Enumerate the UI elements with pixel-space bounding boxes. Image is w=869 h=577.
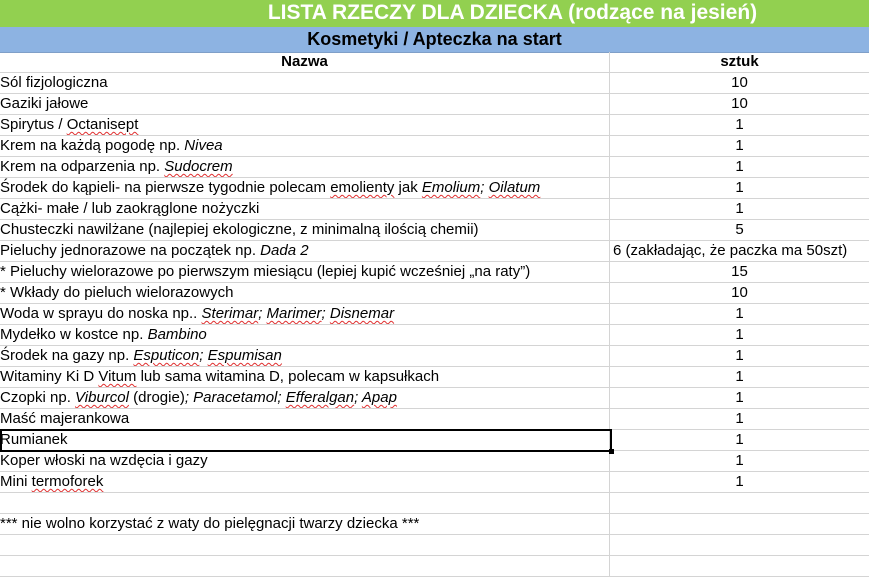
cell-text-segment: ; [258,305,267,322]
cell-text-segment: emolienty [330,179,395,196]
cell-qty[interactable]: 1 [735,431,744,448]
cell-qty[interactable]: 10 [731,284,748,301]
cell-name[interactable] [0,94,610,114]
table-row [0,388,869,409]
table-row [0,157,869,178]
cell-qty[interactable] [610,493,869,513]
table-row [0,409,869,430]
cell-qty[interactable]: 15 [731,263,748,280]
cell-text-segment: Mydełko w kostce np. [0,326,148,343]
cell-text-segment: Koper włoski na wzdęcia i gazy [0,452,208,469]
cell-text-segment: Woda w sprayu do noska np.. [0,305,202,322]
table-row [0,220,869,241]
cell-text-segment: Maść majerankowa [0,410,130,427]
table-row [0,451,869,472]
column-header-name[interactable]: Nazwa [0,52,610,72]
cell-qty[interactable]: 1 [735,305,744,322]
cell-name[interactable] [0,325,610,345]
cell-name[interactable] [0,178,610,198]
cell-text-segment: Witaminy Ki D [0,368,99,385]
cell-name[interactable] [0,136,610,156]
table-row [0,472,869,493]
cell-qty[interactable]: 5 [735,221,744,238]
selected-cell-outline [0,429,612,452]
cell-qty[interactable]: 1 [735,179,744,196]
cell-text-segment: Środek do kąpieli- na pierwsze tygodnie polecam [0,179,331,196]
cell-name[interactable] [0,346,610,366]
cell-name[interactable] [0,514,610,534]
cell-text-segment: Środek na gazy np. [0,347,134,364]
table-row [0,241,869,262]
fill-handle[interactable] [609,449,614,454]
cell-text-segment: Espumisan [207,347,282,364]
cell-name[interactable] [0,472,610,492]
cell-text-segment: Chusteczki nawilżane (najlepiej ekologiczne, z minimalną ilością chemii) [0,221,479,238]
cell-text-segment: Efferalgan [285,389,355,406]
cell-text-segment: Krem na odparzenia np. [0,158,165,175]
cell-qty[interactable]: 1 [735,452,744,469]
cell-name[interactable] [0,304,610,324]
cell-text-segment: *** nie wolno korzystać z waty do pielęgnacji twarzy dziecka *** [0,515,420,532]
cell-text-segment: lub sama witamina D, polecam w kapsułkach [136,368,440,385]
table-row [0,73,869,94]
cell-text-segment: Pieluchy jednorazowe na początek np. [0,242,261,259]
cell-text-segment: Cążki- małe / lub zaokrąglone nożyczki [0,200,260,217]
cell-qty[interactable] [610,514,869,534]
cell-text-segment: termoforek [31,473,104,490]
cell-qty[interactable]: 1 [735,347,744,364]
cell-name[interactable] [0,220,610,240]
cell-qty[interactable]: 1 [735,158,744,175]
cell-qty[interactable]: 1 [735,326,744,343]
cell-name[interactable] [0,241,610,261]
cell-qty[interactable]: 1 [735,389,744,406]
table-row [0,367,869,388]
cell-name[interactable] [0,157,610,177]
sheet-title: LISTA RZECZY DLA DZIECKA (rodzące na jesień) [267,1,758,24]
cell-qty[interactable]: 1 [735,116,744,133]
cell-text-segment: Sudocrem [164,158,233,175]
cell-qty[interactable]: 6 (zakładając, że paczka ma 50szt) [613,242,848,259]
cell-text-segment: * Wkłady do pieluch wielorazowych [0,284,234,301]
cell-text-segment: Nivea [184,137,223,154]
table-header-row [0,52,869,73]
cell-text-segment: * Pieluchy wielorazowe po pierwszym miesiącu (lepiej kupić wcześniej „na raty”) [0,263,531,280]
cell-text-segment: ; [199,347,208,364]
cell-text-segment: Vitum [98,368,137,385]
cell-text-segment: Gaziki jałowe [0,95,89,112]
items-table [0,52,869,577]
cell-text-segment: Mini [0,473,32,490]
cell-qty[interactable] [610,535,869,555]
cell-name[interactable] [0,199,610,219]
cell-qty[interactable]: 1 [735,473,744,490]
table-row [0,94,869,115]
cell-qty[interactable]: 1 [735,410,744,427]
table-row [0,535,869,556]
cell-text-segment: ; Paracetamol; [184,389,286,406]
cell-text-segment: Sól fizjologiczna [0,74,108,91]
cell-text-segment: Apap [361,389,397,406]
cell-text-segment: Rumianek [0,431,68,448]
cell-name[interactable] [0,115,610,135]
cell-text-segment: Bambino [147,326,207,343]
cell-name[interactable] [0,367,610,387]
cell-qty[interactable]: 10 [731,74,748,91]
cell-name[interactable] [0,73,610,93]
cell-text-segment: ; [354,389,362,406]
cell-qty[interactable]: 10 [731,95,748,112]
cell-qty[interactable]: 1 [735,368,744,385]
table-row [0,493,869,514]
table-row [0,262,869,283]
cell-qty[interactable] [610,556,869,576]
section-banner [0,27,869,53]
table-row [0,346,869,367]
cell-text-segment: Disnemar [329,305,395,322]
cell-text-segment: ; [480,179,489,196]
cell-text-segment: (drogie) [128,389,185,406]
table-row [0,283,869,304]
table-row [0,325,869,346]
cell-name[interactable] [0,262,610,282]
cell-text-segment: Marimer [266,305,322,322]
table-row [0,514,869,535]
cell-name[interactable] [0,283,610,303]
cell-text-segment: Krem na każdą pogodę np. [0,137,185,154]
cell-text-segment: Czopki np. [0,389,76,406]
cell-qty[interactable]: 1 [735,137,744,154]
title-banner [0,0,869,27]
cell-text-segment: Spirytus / [0,116,67,133]
section-title: Kosmetyki / Apteczka na start [307,29,562,49]
cell-text-segment: Dada 2 [260,242,309,259]
table-row [0,115,869,136]
cell-name[interactable] [0,409,610,429]
cell-name[interactable] [0,451,610,471]
cell-qty[interactable]: 1 [735,200,744,217]
table-row [0,556,869,577]
cell-text-segment: Octanisept [66,116,139,133]
cell-text-segment: jak [394,179,422,196]
cell-text-segment: Oilatum [488,179,541,196]
cell-text-segment: Viburcol [75,389,129,406]
cell-name[interactable] [0,556,610,576]
cell-name[interactable] [0,388,610,408]
table-row [0,199,869,220]
cell-text-segment: Esputicon [133,347,200,364]
cell-text-segment: ; [321,305,330,322]
table-row [0,136,869,157]
column-header-qty[interactable]: sztuk [720,53,759,70]
cell-text-segment: Sterimar [201,305,259,322]
table-row [0,178,869,199]
table-row [0,304,869,325]
cell-text-segment: Emolium [421,179,481,196]
cell-name[interactable] [0,493,610,513]
cell-name[interactable] [0,535,610,555]
